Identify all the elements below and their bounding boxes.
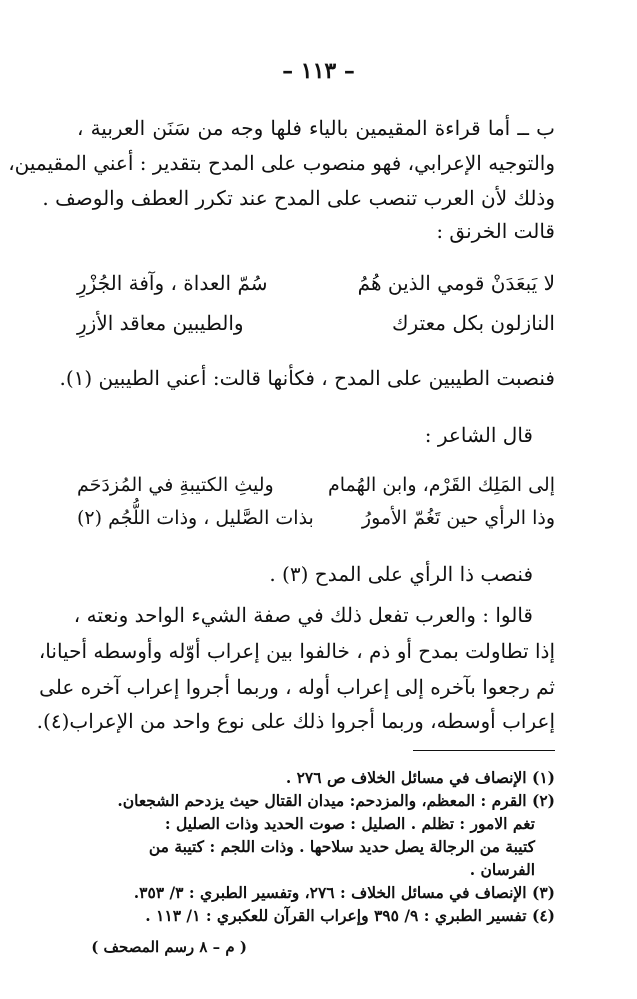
quote-2-intro: قال الشاعر : [424, 423, 533, 447]
verse-1-line-1-second: سُمّ العداة ، وآفة الجُزْرِ [77, 271, 268, 295]
verse-2-line-1-second: وليثِ الكتيبةِ في المُزدَحَم [77, 474, 274, 496]
paragraph-b-line-2: والتوجيه الإعرابي، فهو منصوب على المدح بتقدير : أعني المقيمين، [8, 151, 555, 175]
page-number: – ١١٣ – [282, 58, 355, 84]
verse-1-line-2-second: والطيبين معاقد الأزرِ [77, 311, 244, 335]
footnote-2: (٢) القرم : المعظم، والمزدحم: ميدان القتال حيث يزدحم الشجعان. [117, 791, 555, 810]
verse-2-line-2-first: وذا الرأي حين تَغُمّ الأمورُ [361, 507, 555, 529]
verse-1-line-1-first: لا يَبعَدَنْ قومي الذين هُمُ [357, 271, 555, 295]
paragraph-c-line-4: إعراب أوسطه، وربما أجروا ذلك على نوع واحد من الإعراب(٤). [36, 709, 555, 733]
verse-2-line-1-first: إلى المَلِك القَرْم، وابن الهُمام [327, 474, 555, 496]
footnote-2-cont-1: تغم الامور : تظلم . الصليل : صوت الحديد وذات الصليل : [164, 814, 535, 833]
verse-2-line-2 [77, 507, 555, 529]
footnote-2-cont-2: كتيبة من الرجالة يصل حديد سلاحها . وذات اللجم : كتيبة من [148, 837, 535, 856]
signature-mark: ( م – ٨ رسم المصحف ) [91, 938, 247, 956]
paragraph-c-line-3: ثم رجعوا بآخره إلى إعراب أوله ، وربما أجروا إعراب آخره على [39, 675, 555, 699]
footnote-2-cont-3: الفرسان . [469, 860, 535, 879]
quote-1-intro: قالت الخرنق : [436, 219, 555, 243]
paragraph-c-line-1: قالوا : والعرب تفعل ذلك في صفة الشيء الواحد ونعته ، [73, 603, 533, 627]
paragraph-c-line-2: إذا تطاولت بمدح أو ذم ، خالفوا بين إعراب أوّله وأوسطه أحيانا، [38, 639, 555, 663]
comment-2: فنصب ذا الرأي على المدح (٣) . [269, 562, 533, 586]
paragraph-b-line-3: وذلك لأن العرب تنصب على المدح عند تكرر العطف والوصف . [42, 186, 555, 210]
comment-1: فنصبت الطيبين على المدح ، فكأنها قالت: أعني الطيبين (١). [59, 366, 555, 390]
footnote-separator [413, 750, 555, 751]
verse-1-line-1 [77, 271, 555, 295]
footnote-4: (٤) تفسير الطبري : ٩/ ٣٩٥ وإعراب القرآن للعكبري : ١/ ١١٣ . [145, 906, 555, 925]
paragraph-b-line-1: ب ــ أما قراءة المقيمين بالياء فلها وجه من سَنَن العربية ، [77, 116, 555, 140]
verse-1-line-2 [77, 311, 555, 335]
footnote-3: (٣) الإنصاف في مسائل الخلاف : ٢٧٦، وتفسير الطبري : ٣/ ٣٥٣. [133, 883, 555, 902]
verse-2-line-2-second: بذات الصَّليل ، وذات اللُّجُم (٢) [77, 507, 314, 529]
verse-2-line-1 [77, 474, 555, 496]
verse-1-line-2-first: النازلون بكل معترك [392, 311, 555, 335]
footnote-1: (١) الإنصاف في مسائل الخلاف ص ٢٧٦ . [285, 768, 555, 787]
